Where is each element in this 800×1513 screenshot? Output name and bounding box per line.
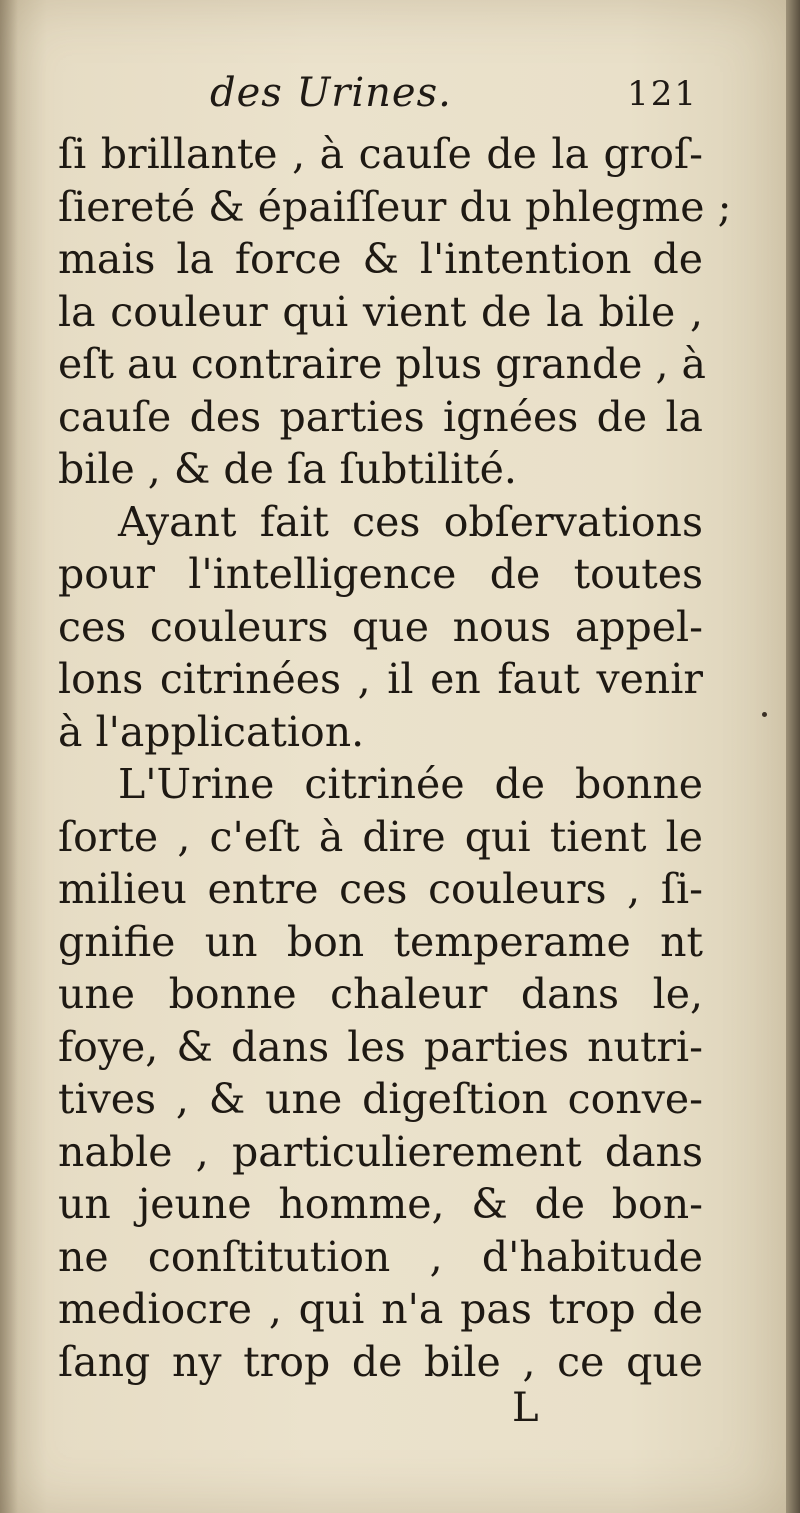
text-line: lons citrinées , il en faut venir xyxy=(58,655,703,703)
text-line: pour l'intelligence de toutes xyxy=(58,550,703,598)
page-header xyxy=(58,70,698,130)
text-line: mais la force & l'intention de xyxy=(58,235,703,283)
text-line: ſorte , c'eſt à dire qui tient le xyxy=(58,812,703,861)
text-line: tives , & une digeſtion conve- xyxy=(58,1075,703,1123)
text-line: un jeune homme, & de bon- xyxy=(58,1180,703,1228)
text-line: L'Urine citrinée de bonne xyxy=(118,760,703,808)
text-line: ſiereté & épaiſſeur du phlegme ; xyxy=(58,182,732,231)
gutter-shadow xyxy=(0,0,18,1513)
text-line: Ayant fait ces obſervations xyxy=(118,497,703,546)
text-line: à l'application. xyxy=(58,707,365,756)
text-line: milieu entre ces couleurs , ſi- xyxy=(58,865,703,913)
paper-speck xyxy=(762,712,767,717)
page-edge xyxy=(786,0,800,1513)
text-line: mediocre , qui n'a pas trop de xyxy=(58,1285,703,1333)
text-line: ne conſtitution , d'habitude xyxy=(58,1232,703,1281)
text-line: foye, & dans les parties nutri- xyxy=(58,1022,703,1071)
text-line: gnifie un bon temperame nt xyxy=(58,917,703,966)
text-line: cauſe des parties ignées de la xyxy=(58,392,703,441)
text-line: eſt au contraire plus grande , à xyxy=(58,340,706,388)
text-line: la couleur qui vient de la bile , xyxy=(58,287,703,336)
text-line: nable , particulierement dans xyxy=(58,1127,703,1176)
text-line: une bonne chaleur dans le, xyxy=(58,970,703,1018)
text-line: bile , & de ſa ſubtilité. xyxy=(58,445,517,493)
text-line: ſi brillante , à cauſe de la groſ- xyxy=(58,130,703,178)
body-text xyxy=(58,128,732,1388)
running-title: des Urines. xyxy=(210,70,452,116)
text-line: ſang ny trop de bile , ce que xyxy=(58,1337,703,1386)
page-number: 121 xyxy=(627,74,698,114)
signature-mark: L xyxy=(512,1385,539,1431)
text-line: ces couleurs que nous appel- xyxy=(58,602,703,651)
